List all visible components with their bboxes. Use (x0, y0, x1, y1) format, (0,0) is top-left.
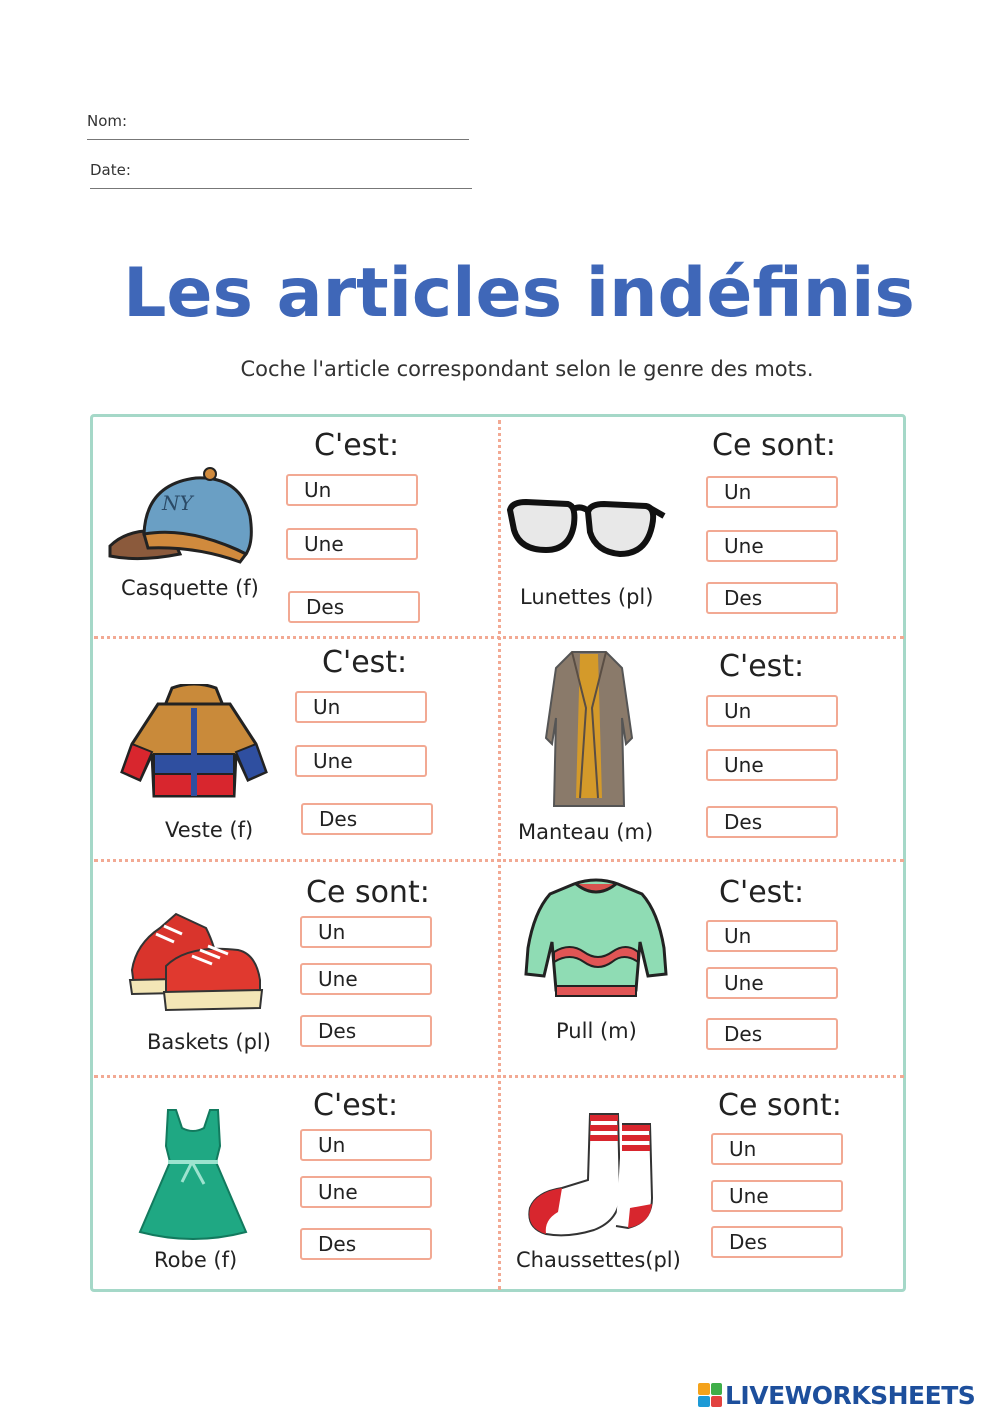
option-une[interactable]: Une (300, 963, 432, 995)
word-label: Baskets (pl) (147, 1030, 271, 1054)
page-title: Les articles indéfinis (123, 254, 915, 333)
word-label: Lunettes (pl) (520, 585, 654, 609)
cell-heading: C'est: (719, 649, 805, 684)
cell-heading: C'est: (719, 875, 805, 910)
option-une[interactable]: Une (300, 1176, 432, 1208)
brand-text: LIVEWORKSHEETS (725, 1380, 976, 1410)
horizontal-divider (94, 1075, 904, 1078)
word-label: Robe (f) (154, 1248, 238, 1272)
cell-heading: C'est: (314, 428, 400, 463)
option-des[interactable]: Des (706, 1018, 838, 1050)
liveworksheets-brand (698, 1380, 975, 1410)
option-des[interactable]: Des (706, 806, 838, 838)
option-une[interactable]: Une (286, 528, 418, 560)
option-des[interactable]: Des (300, 1015, 432, 1047)
svg-text:NY: NY (162, 491, 193, 515)
word-label: Manteau (m) (518, 820, 654, 844)
cell-heading: C'est: (322, 645, 408, 680)
option-des[interactable]: Des (300, 1228, 432, 1260)
option-un[interactable]: Un (711, 1133, 843, 1165)
dress-icon (136, 1106, 250, 1242)
option-une[interactable]: Une (706, 967, 838, 999)
instruction-text: Coche l'article correspondant selon le genre des mots. (240, 357, 814, 381)
option-un[interactable]: Un (295, 691, 427, 723)
horizontal-divider (94, 636, 904, 639)
option-un[interactable]: Un (706, 695, 838, 727)
sneakers-icon (126, 908, 264, 1016)
option-un[interactable]: Un (706, 920, 838, 952)
date-label: Date: (90, 161, 131, 179)
name-line[interactable] (87, 139, 469, 140)
option-un[interactable]: Un (300, 1129, 432, 1161)
option-une[interactable]: Une (295, 745, 427, 777)
sweater-icon (524, 878, 668, 1004)
option-un[interactable]: Un (286, 474, 418, 506)
word-label: Casquette (f) (121, 576, 259, 600)
cell-heading: C'est: (313, 1088, 399, 1123)
option-des[interactable]: Des (711, 1226, 843, 1258)
cell-heading: Ce sont: (718, 1088, 842, 1123)
date-line[interactable] (90, 188, 472, 189)
option-un[interactable]: Un (300, 916, 432, 948)
name-label: Nom: (87, 112, 128, 130)
horizontal-divider (94, 859, 904, 862)
cell-heading: Ce sont: (712, 428, 836, 463)
word-label: Pull (m) (556, 1019, 637, 1043)
coat-icon (542, 648, 636, 810)
liveworksheets-logo-icon (698, 1383, 722, 1407)
option-des[interactable]: Des (706, 582, 838, 614)
option-des[interactable]: Des (288, 591, 420, 623)
glasses-icon (506, 494, 666, 560)
word-label: Veste (f) (165, 818, 254, 842)
option-un[interactable]: Un (706, 476, 838, 508)
cell-heading: Ce sont: (306, 875, 430, 910)
option-une[interactable]: Une (706, 749, 838, 781)
vertical-divider (498, 420, 501, 1290)
option-une[interactable]: Une (711, 1180, 843, 1212)
jacket-icon (118, 684, 270, 802)
socks-icon (522, 1108, 660, 1244)
word-label: Chaussettes(pl) (516, 1248, 681, 1272)
option-une[interactable]: Une (706, 530, 838, 562)
option-des[interactable]: Des (301, 803, 433, 835)
cap-icon (100, 464, 258, 568)
